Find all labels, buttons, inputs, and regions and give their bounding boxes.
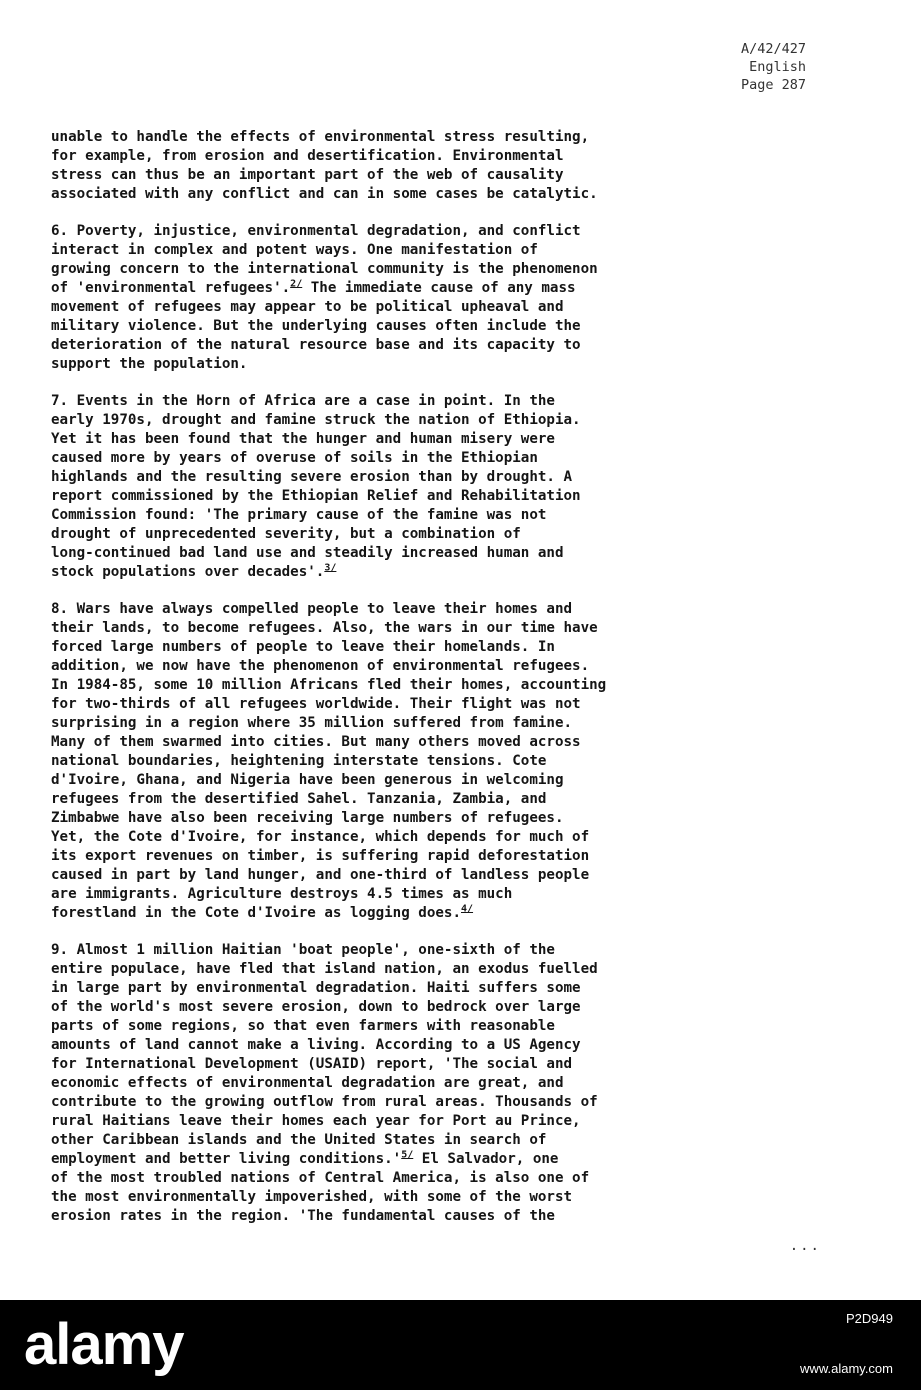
text-line: national boundaries, heightening interstate tensions. Cote <box>51 753 547 769</box>
text-line: Yet it has been found that the hunger and human misery were <box>51 431 555 447</box>
text-line: associated with any conflict and can in some cases be catalytic. <box>51 186 598 202</box>
document-body <box>51 128 821 1244</box>
text-line: unable to handle the effects of environmental stress resulting, <box>51 129 590 145</box>
text-line: long-continued bad land use and steadily increased human and <box>51 545 564 561</box>
paragraph <box>51 941 821 1226</box>
text-line: 6. Poverty, injustice, environmental degradation, and conflict <box>51 223 581 239</box>
text-line: its export revenues on timber, is suffering rapid deforestation <box>51 848 590 864</box>
text-line: forestland in the Cote d'Ivoire as logging does.$^{4/}$ <box>51 903 474 921</box>
document-symbol: A/42/427 <box>740 41 806 57</box>
text-line: the most environmentally impoverished, with some of the worst <box>51 1189 573 1205</box>
document-header <box>686 40 806 94</box>
text-line: movement of refugees may appear to be political upheaval and <box>51 299 564 315</box>
text-line: of the world's most severe erosion, down to bedrock over large <box>51 999 581 1015</box>
page-number: Page 287 <box>740 77 806 93</box>
text-line: their lands, to become refugees. Also, the wars in our time have <box>51 620 598 636</box>
text-line: highlands and the resulting severe erosion than by drought. A <box>51 469 573 485</box>
text-line: interact in complex and potent ways. One manifestation of <box>51 242 538 258</box>
text-line: of the most troubled nations of Central America, is also one of <box>51 1170 590 1186</box>
text-line: other Caribbean islands and the United States in search of <box>51 1132 547 1148</box>
text-line: for two-thirds of all refugees worldwide. Their flight was not <box>51 696 581 712</box>
text-line: for example, from erosion and desertification. Environmental <box>51 148 564 164</box>
text-line: In 1984-85, some 10 million Africans fled their homes, accounting <box>51 677 607 693</box>
watermark-image-id: P2D949 <box>846 1311 893 1326</box>
text-line: refugees from the desertified Sahel. Tanzania, Zambia, and <box>51 791 547 807</box>
text-line: 7. Events in the Horn of Africa are a case in point. In the <box>51 393 555 409</box>
text-line: Yet, the Cote d'Ivoire, for instance, which depends for much of <box>51 829 590 845</box>
footnote-reference: 3/ <box>324 562 337 574</box>
text-line: amounts of land cannot make a living. According to a US Agency <box>51 1037 581 1053</box>
text-line: stress can thus be an important part of the web of causality <box>51 167 564 183</box>
text-line: in large part by environmental degradation. Haiti suffers some <box>51 980 581 996</box>
text-line: addition, we now have the phenomenon of environmental refugees. <box>51 658 590 674</box>
paragraph <box>51 600 821 923</box>
text-line: parts of some regions, so that even farmers with reasonable <box>51 1018 555 1034</box>
text-line: Many of them swarmed into cities. But many others moved across <box>51 734 581 750</box>
text-line: for International Development (USAID) report, 'The social and <box>51 1056 573 1072</box>
footnote-reference: 2/ <box>290 278 303 290</box>
text-line: contribute to the growing outflow from rural areas. Thousands of <box>51 1094 598 1110</box>
text-line: 9. Almost 1 million Haitian 'boat people', one-sixth of the <box>51 942 555 958</box>
text-line: report commissioned by the Ethiopian Relief and Rehabilitation <box>51 488 581 504</box>
watermark-url: www.alamy.com <box>800 1361 893 1376</box>
text-line: rural Haitians leave their homes each year for Port au Prince, <box>51 1113 581 1129</box>
footnote-reference: 4/ <box>461 903 474 915</box>
text-line: entire populace, have fled that island nation, an exodus fuelled <box>51 961 598 977</box>
text-line: caused more by years of overuse of soils in the Ethiopian <box>51 450 538 466</box>
text-line: economic effects of environmental degradation are great, and <box>51 1075 564 1091</box>
text-line: growing concern to the international community is the phenomenon <box>51 261 598 277</box>
text-line: are immigrants. Agriculture destroys 4.5 times as much <box>51 886 513 902</box>
text-line: military violence. But the underlying causes often include the <box>51 318 581 334</box>
text-line: deterioration of the natural resource base and its capacity to <box>51 337 581 353</box>
text-line: support the population. <box>51 356 248 372</box>
text-line: surprising in a region where 35 million suffered from famine. <box>51 715 573 731</box>
watermark-logo: alamy <box>24 1312 184 1377</box>
text-line: 8. Wars have always compelled people to leave their homes and <box>51 601 573 617</box>
text-line: employment and better living conditions.'$^{5/}$ El Salvador, one <box>51 1149 559 1167</box>
text-line: drought of unprecedented severity, but a combination of <box>51 526 521 542</box>
paragraph <box>51 128 821 204</box>
footnote-reference: 5/ <box>401 1149 414 1161</box>
paragraph <box>51 392 821 582</box>
text-line: d'Ivoire, Ghana, and Nigeria have been generous in welcoming <box>51 772 564 788</box>
text-line: caused in part by land hunger, and one-third of landless people <box>51 867 590 883</box>
text-line: Zimbabwe have also been receiving large numbers of refugees. <box>51 810 564 826</box>
text-line: stock populations over decades'.$^{3/}$ <box>51 562 337 580</box>
paragraph <box>51 222 821 374</box>
text-line: early 1970s, drought and famine struck the nation of Ethiopia. <box>51 412 581 428</box>
text-line: of 'environmental refugees'.$^{2/}$ The immediate cause of any mass <box>51 278 576 296</box>
document-language: English <box>749 59 806 75</box>
text-line: Commission found: 'The primary cause of the famine was not <box>51 507 547 523</box>
text-line: forced large numbers of people to leave their homelands. In <box>51 639 555 655</box>
continuation-mark: ... <box>789 1238 821 1254</box>
text-line: erosion rates in the region. 'The fundamental causes of the <box>51 1208 555 1224</box>
